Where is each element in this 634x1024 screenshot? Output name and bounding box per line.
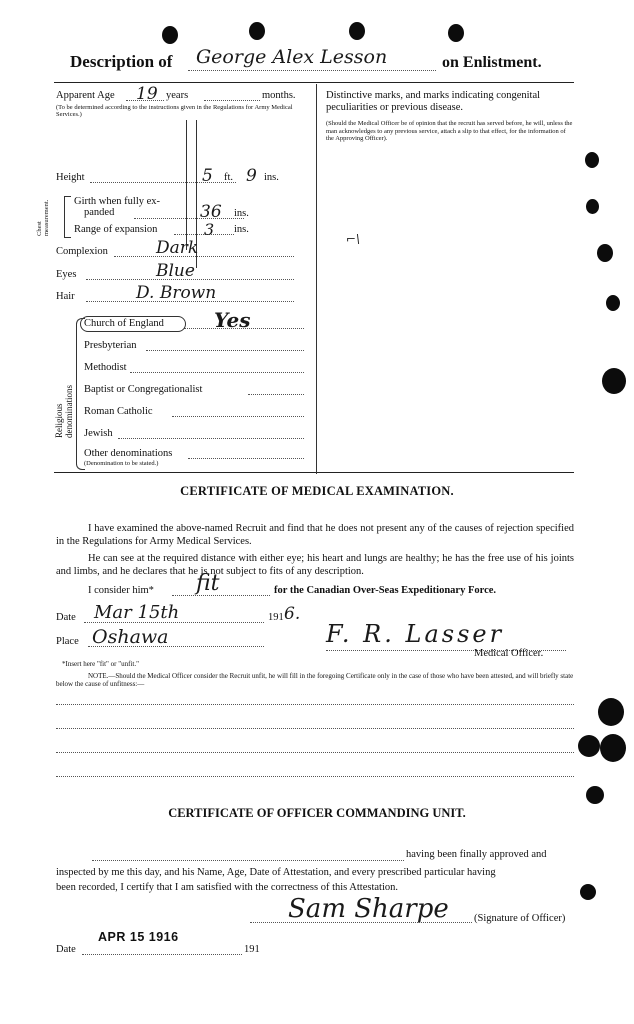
commanding-title: CERTIFICATE OF OFFICER COMMANDING UNIT. [168,806,466,820]
girth-ins-label: ins. [234,208,249,219]
punch-hole [578,735,600,757]
insert-note: *Insert here "fit" or "unfit." [62,660,139,668]
consider-label: I consider him* [88,585,154,596]
header-suffix: on Enlistment. [442,54,542,71]
date-label: Date [56,612,76,623]
place-value: Oshawa [92,626,169,648]
date-stamp: APR 15 1916 [98,930,179,944]
date-value: Mar 15th [94,602,180,623]
hair-label: Hair [56,291,75,302]
commanding-date-line [82,954,242,955]
height-line [90,182,236,183]
religion-side-label: Religious denominations [54,385,74,438]
medical-title: CERTIFICATE OF MEDICAL EXAMINATION. [180,484,454,498]
eyes-value: Blue [156,261,195,281]
distinctive-marks-note: (Should the Medical Officer be of opinion that the recruit has served before, he will, unless the man acknowledges to any previous service, attach a slip to that effect, for the information of the Approving Officer). [326,120,573,142]
denomination-item [84,340,310,351]
commanding-line-3: been recorded, I certify that I am satisfied with the correctness of this Attestation. [56,882,399,893]
punch-hole [586,786,604,804]
ins-label: ins. [264,172,279,183]
top-rule [54,82,574,83]
place-label: Place [56,636,79,647]
girth-label-1: Girth when fully ex- [74,196,161,207]
height-ft-value: 5 [202,166,213,186]
punch-hole [586,199,599,214]
commanding-line-2: inspected by me this day, and his Name, Age, Date of Attestation, and every prescribed particular having [56,867,496,878]
denomination-label: Methodist [84,362,127,373]
frame-bottom-rule [54,472,574,473]
denomination-line [188,458,304,459]
place-row [56,626,306,648]
apparent-age-row [56,84,306,104]
commanding-signature-line [250,922,472,923]
consider-line [172,595,270,596]
denomination-item [84,362,310,373]
medical-officer-signature: F. R. Lasser [326,620,505,648]
punch-hole [598,698,624,726]
denomination-label: Roman Catholic [84,406,153,417]
denomination-item [84,406,310,417]
complexion-label: Complexion [56,246,108,257]
denomination-line [130,372,304,373]
range-row [74,220,304,239]
commanding-date-row [56,944,276,955]
eyes-label: Eyes [56,269,77,280]
punch-hole [580,884,596,900]
years-label: years [166,90,189,101]
apparent-age-label: Apparent Age [56,90,115,101]
header-prefix: Description of [70,52,173,71]
unfit-reason-line [56,752,574,753]
punch-hole [162,26,178,44]
center-divider [316,84,317,474]
denomination-label: Church of England [84,318,164,329]
denomination-line [118,438,304,439]
months-label: months. [262,90,296,101]
denomination-label: Baptist or Congregationalist [84,384,203,395]
date-row [56,602,316,624]
punch-hole [249,22,265,40]
complexion-line [114,256,294,257]
denomination-label: Other denominations [84,448,173,459]
distinctive-mark-scribble: ⌐\ [346,232,361,246]
age-note: (To be determined according to the instructions given in the Regulations for Army Medical Services.) [56,104,293,118]
denomination-item [84,428,310,439]
unfit-note: NOTE.—Should the Medical Officer consider the Recruit unfit, he will fill in the foregoing Certificate only in the case of those who have been attested, and will briefly state below the cause of unfitness:— [56,672,574,688]
medical-officer-label: Medical Officer. [474,648,544,659]
commanding-officer-signature: Sam Sharpe [288,894,449,924]
consider-row [88,571,574,596]
denomination-line [172,416,304,417]
chest-bracket [64,196,71,238]
header-name-line [188,70,436,71]
header [70,46,570,76]
medical-para-1: I have examined the above-named Recruit and find that he does not present any of the causes of rejection specified in the Regulations for Army Medical Services. [56,523,574,547]
year-prefix: 191 [268,612,284,623]
range-value: 3 [204,220,215,239]
denomination-line [146,350,304,351]
hair-value: D. Brown [136,283,217,303]
denomination-item [84,384,310,395]
signature-of-officer-label: (Signature of Officer) [474,913,566,924]
denomination-line [248,394,304,395]
commanding-date-label: Date [56,944,76,955]
height-label: Height [56,172,85,183]
girth-value: 36 [200,202,222,222]
denomination-mark: Yes [214,308,251,332]
punch-hole [585,152,599,168]
unfit-reason-line [56,704,574,705]
height-row [56,166,306,186]
punch-hole [600,734,626,762]
punch-hole [597,244,613,262]
unfit-reason-line [56,776,574,777]
denomination-label: Presbyterian [84,340,137,351]
denomination-item [84,448,310,459]
church-of-england-circle [80,316,186,332]
months-line [204,100,260,101]
unfit-reason-line [56,728,574,729]
girth-row [74,196,304,222]
chest-side-label: Chest measurement. [36,199,50,236]
complexion-value: Dark [156,238,199,258]
punch-hole [448,24,464,42]
distinctive-marks-title: Distinctive marks, and marks indicating congenital peculiarities or previous disease. [326,90,541,113]
age-value: 19 [136,84,158,104]
denomination-label: Jewish [84,428,113,439]
hair-row [56,283,306,303]
girth-line [134,218,244,219]
height-in-value: 9 [246,166,257,186]
complexion-row [56,238,306,258]
commanding-line-1: having been finally approved and [406,849,547,860]
girth-label-2: panded [84,207,115,218]
commanding-year-prefix: 191 [244,944,260,955]
consider-suffix: for the Canadian Over-Seas Expeditionary Force. [274,585,497,596]
range-label: Range of expansion [74,224,158,235]
recruit-name: George Alex Lesson [196,46,388,68]
range-ins-label: ins. [234,224,249,235]
ft-label: ft. [224,172,234,183]
denomination-note: (Denomination to be stated.) [84,460,159,467]
punch-hole [602,368,626,394]
punch-hole [606,295,620,311]
fitness-value: fit [196,571,220,596]
commanding-name-line [92,860,404,861]
eyes-row [56,261,306,281]
medical-para-2: He can see at the required distance with either eye; his heart and lungs are healthy; he has the free use of his joints and limbs, and he declares that he is not subject to fits of any description. [56,553,574,577]
punch-hole [349,22,365,40]
year-value: 6. [284,604,301,624]
